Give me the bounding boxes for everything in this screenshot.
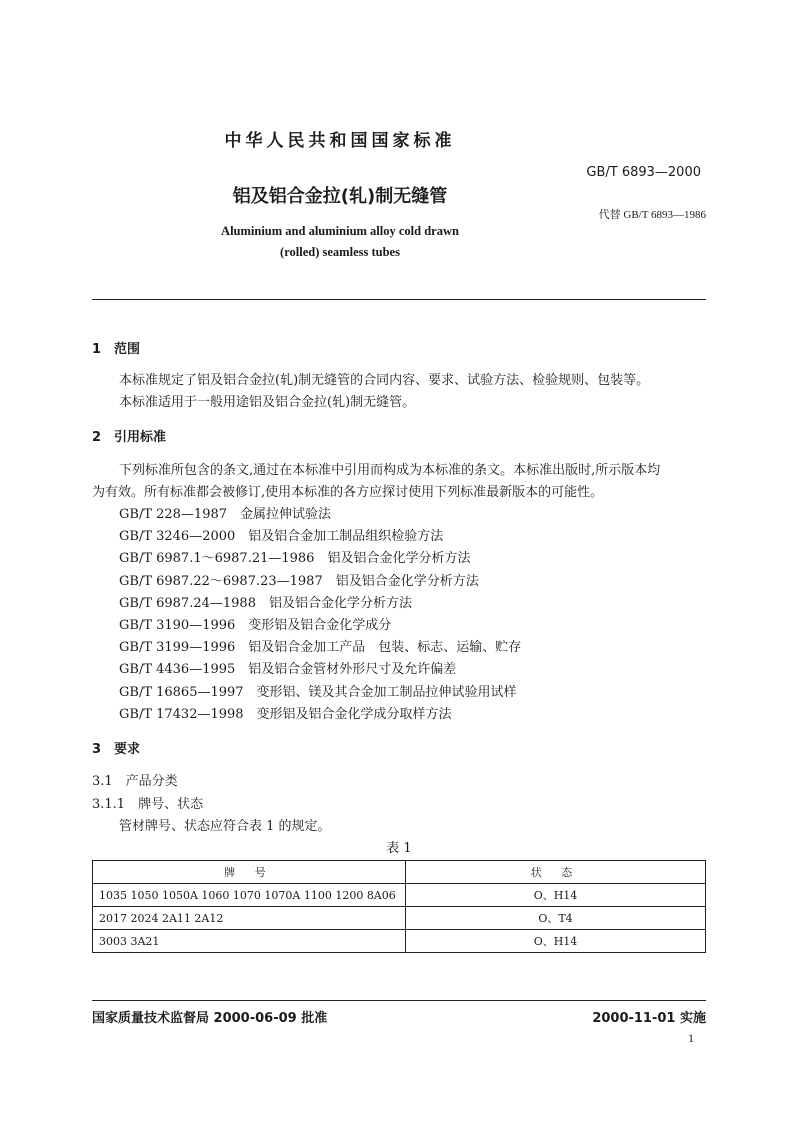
table-header-row xyxy=(93,861,706,884)
temper-cell: O、H14 xyxy=(406,884,706,907)
reference-item: GB/T 4436—1995 铝及铝合金管材外形尺寸及允许偏差 xyxy=(119,662,457,677)
reference-item: GB/T 16865—1997 变形铝、镁及其合金加工制品拉伸试验用试样 xyxy=(119,685,517,700)
page-number: 1 xyxy=(688,1031,694,1045)
grade-cell: 1035 1050 1050A 1060 1070 1070A 1100 1200 8A06 xyxy=(93,884,406,907)
table-1-caption: 表 1 xyxy=(386,841,412,856)
reference-item: GB/T 3246—2000 铝及铝合金加工制品组织检验方法 xyxy=(119,529,444,544)
document-title: 铝及铝合金拉(轧)制无缝管 xyxy=(232,186,448,207)
standard-number: GB/T 6893—2000 xyxy=(586,165,701,180)
reference-item: GB/T 3190—1996 变形铝及铝合金化学成分 xyxy=(119,618,392,633)
table-row xyxy=(93,884,706,907)
reference-item: GB/T 3199—1996 铝及铝合金加工产品 包装、标志、运输、贮存 xyxy=(119,640,522,655)
reference-item: GB/T 6987.24—1988 铝及铝合金化学分析方法 xyxy=(119,596,412,611)
reference-item: GB/T 6987.22～6987.23—1987 铝及铝合金化学分析方法 xyxy=(119,574,479,589)
table-row xyxy=(93,930,706,953)
reference-item: GB/T 17432—1998 变形铝及铝合金化学成分取样方法 xyxy=(119,707,452,722)
temper-cell: O、H14 xyxy=(406,930,706,953)
grade-temper-table xyxy=(92,860,706,953)
section-1-heading: 1 范围 xyxy=(92,342,141,357)
approval-line: 国家质量技术监督局 2000-06-09 批准 xyxy=(92,1011,328,1026)
subsection-3-1-1: 3.1.1 牌号、状态 xyxy=(92,797,204,812)
section-1-paragraph-1: 本标准规定了铝及铝合金拉(轧)制无缝管的合同内容、要求、试验方法、检验规则、包装等。 xyxy=(119,373,650,388)
section-1-paragraph-2: 本标准适用于一般用途铝及铝合金拉(轧)制无缝管。 xyxy=(119,395,416,410)
table-row xyxy=(93,907,706,930)
english-title-line-1: Aluminium and aluminium alloy cold drawn xyxy=(221,224,459,238)
reference-item: GB/T 228—1987 金属拉伸试验法 xyxy=(119,507,332,522)
grade-cell: 2017 2024 2A11 2A12 xyxy=(93,907,406,930)
grade-column-header: 牌 号 xyxy=(93,861,406,884)
footer-divider xyxy=(92,1000,706,1001)
reference-item: GB/T 6987.1～6987.21—1986 铝及铝合金化学分析方法 xyxy=(119,551,471,566)
section-2-heading: 2 引用标准 xyxy=(92,430,167,445)
english-title-line-2: (rolled) seamless tubes xyxy=(280,245,400,259)
subsection-3-1: 3.1 产品分类 xyxy=(92,774,178,789)
replaces-standard: 代替 GB/T 6893—1986 xyxy=(598,209,706,221)
section-2-paragraph-line-1: 下列标准所包含的条文,通过在本标准中引用而构成为本标准的条文。本标准出版时,所示版本均 xyxy=(119,463,661,478)
section-3-heading: 3 要求 xyxy=(92,742,141,757)
temper-cell: O、T4 xyxy=(406,907,706,930)
national-standard-title: 中华人民共和国国家标准 xyxy=(224,131,456,151)
header-divider xyxy=(92,299,706,300)
temper-column-header: 状 态 xyxy=(406,861,706,884)
subsection-3-1-1-paragraph: 管材牌号、状态应符合表 1 的规定。 xyxy=(119,819,331,834)
grade-cell: 3003 3A21 xyxy=(93,930,406,953)
section-2-paragraph-line-2: 为有效。所有标准都会被修订,使用本标准的各方应探讨使用下列标准最新版本的可能性。 xyxy=(92,485,604,500)
implementation-date: 2000-11-01 实施 xyxy=(592,1011,706,1026)
